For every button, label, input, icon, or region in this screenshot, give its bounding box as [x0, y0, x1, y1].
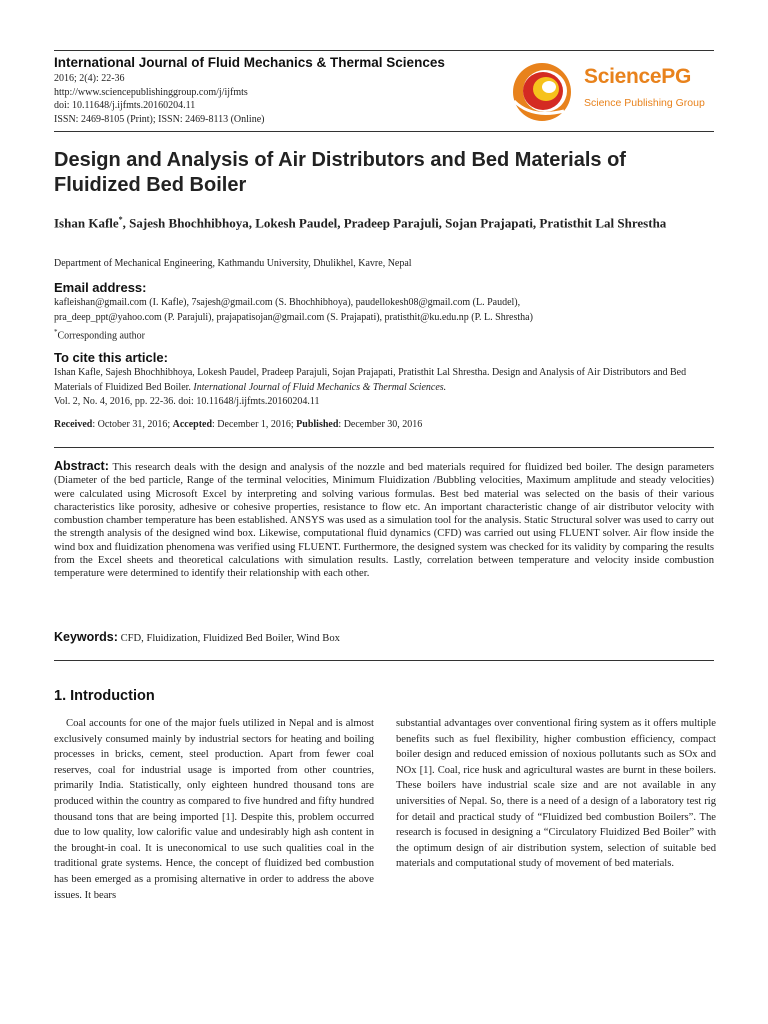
- corresponding-note-mark: *: [54, 328, 58, 336]
- sciencepg-logo-icon: [512, 61, 576, 123]
- received-label: Received: [54, 419, 93, 430]
- received-date: : October 31, 2016;: [92, 419, 173, 430]
- journal-title: International Journal of Fluid Mechanics & Thermal Sciences: [54, 55, 445, 70]
- journal-volume-line: 2016; 2(4): 22-36: [54, 73, 125, 84]
- abstract: [54, 460, 714, 581]
- keywords-bottom-rule: [54, 660, 714, 661]
- abstract-top-rule: [54, 447, 714, 448]
- accepted-label: Accepted: [172, 419, 213, 430]
- citation-block: [54, 366, 714, 410]
- keywords-label: Keywords:: [54, 630, 118, 644]
- journal-meta: [54, 72, 264, 126]
- logo-subtitle-text: Science Publishing Group: [584, 97, 705, 109]
- abstract-text: This research deals with the design and analysis of the nozzle and bed materials required for fluidized bed boiler. The design parameters (Diameter of the bed particle, Range of the terminal velocities, Minimum Fluidization /Bubbling velocities, Maximum amplitude and steady velocities) were calculated using Microsoft Excel by interpreting and solving various formulas. Best bed material was selected on the basis of their various characteristics like porosity, adhesive or cohesive properties, resistance to flow etc. An important characteristic change of air distributor velocity with combustion chamber temperature has been established. ANSYS was used as a simulation tool for the analysis. Static Structural solver was used to carry out the strength analysis of the designed wind box. Likewise, computational fluid dynamics (CFD) was carried out using FLUENT solver. Air flow inside the wind box and fluidization phenomena was verified using FLUENT. Furthermore, the designed system was checked for its validity by comparing the results from the Excel sheets and theoretical calculations with simulation results. Lastly, correlation between temperature and velocity inside combustion temperature were determined to identify their relationship with each other.: [54, 462, 714, 580]
- corresponding-author-note: *Corresponding author: [54, 328, 145, 342]
- header-top-rule: [54, 50, 714, 51]
- email-block: [54, 296, 714, 344]
- published-label: Published: [296, 419, 339, 430]
- publication-dates: [54, 419, 422, 430]
- corresponding-mark: *: [118, 215, 123, 224]
- keywords: [54, 630, 340, 644]
- journal-doi-line: doi: 10.11648/j.ijfmts.20160204.11: [54, 100, 196, 111]
- journal-issn-line: ISSN: 2469-8105 (Print); ISSN: 2469-8113 (Online): [54, 113, 265, 125]
- email-line: pra_deep_ppt@yahoo.com (P. Parajuli), prajapatisojan@gmail.com (S. Prajapati), pratisthit@ku.edu.np (P. L. Shrestha): [54, 311, 533, 323]
- citation-volume: Vol. 2, No. 4, 2016, pp. 22-36. doi: 10.11648/j.ijfmts.20160204.11: [54, 396, 320, 407]
- citation-authors-title: Ishan Kafle, Sajesh Bhochhibhoya, Lokesh Paudel, Pradeep Parajuli, Sojan Prajapati, Pratisthit Lal Shrestha. Design and Analysis of Air Distributors and Bed Materials of Fluidized Bed Boiler.: [54, 367, 687, 393]
- cite-heading: To cite this article:: [54, 350, 168, 365]
- sciencepg-logo: [508, 57, 708, 123]
- section-heading-introduction: 1. Introduction: [54, 688, 155, 704]
- abstract-label: Abstract:: [54, 459, 109, 473]
- email-heading: Email address:: [54, 280, 147, 295]
- first-author: Ishan Kafle: [54, 215, 119, 231]
- email-line: kafleishan@gmail.com (I. Kafle), 7sajesh@gmail.com (S. Bhochhibhoya), paudellokesh08@gmail.com (L. Paudel),: [54, 297, 521, 308]
- journal-url-line[interactable]: http://www.sciencepublishinggroup.com/j/ijfmts: [54, 86, 248, 98]
- author-list: [54, 210, 694, 232]
- paper-title: Design and Analysis of Air Distributors and Bed Materials of Fluidized Bed Boiler: [54, 149, 626, 196]
- affiliation: Department of Mechanical Engineering, Kathmandu University, Dhulikhel, Kavre, Nepal: [54, 258, 412, 269]
- published-date: : December 30, 2016: [338, 419, 423, 430]
- intro-left-column: Coal accounts for one of the major fuels utilized in Nepal and is almost exclusively consumed mainly by industrial sectors for heating and boiling processes in bricks, cement, steel production. Apart from fewer coal reserves, coal for industrial usage is imported from other countries, primarily India. Statistically, only eighteen hundred thousand tons are produced within the country as compared to five hundred and fifty hundred thousand tons that are being imported [1]. Despite this, problem occurred due to low quality, low calorific value and undesirably high ash content in the brought-in coal. It is uneconomical to use such qualities coal in the traditional grate systems. Hence, the concept of fluidized bed combustion has been emerged as a promising alternative in order to address the above issues. It bears: [54, 718, 374, 901]
- keywords-text: CFD, Fluidization, Fluidized Bed Boiler, Wind Box: [120, 633, 340, 644]
- other-authors: , Sajesh Bhochhibhoya, Lokesh Paudel, Pradeep Parajuli, Sojan Prajapati, Pratisthit Lal Shrestha: [122, 215, 667, 231]
- citation-journal: International Journal of Fluid Mechanics & Thermal Sciences.: [193, 381, 447, 393]
- accepted-date: : December 1, 2016;: [212, 419, 297, 430]
- logo-brand-text: SciencePG: [584, 65, 692, 88]
- intro-right-column: substantial advantages over conventional firing system as it offers multiple benefits such as fuel flexibility, higher combustion efficiency, compact boiler design and reduced emission of noxious pollutants such as SOx and NOx [1]. Coal, rice husk and agricultural wastes are burnt in these boilers. These boilers have industrial scale size and are not available in any universities of Nepal. So, there is a need of a design of a laboratory test rig for detail and practical study of “Fluidized bed combustion Boilers”. The research is focused in designing a “Circulatory Fluidized Bed Boiler” with the optimum design of air distribution system, selection of suitable bed materials and computational study of movement of bed materials.: [396, 718, 716, 870]
- header-bottom-rule: [54, 131, 714, 132]
